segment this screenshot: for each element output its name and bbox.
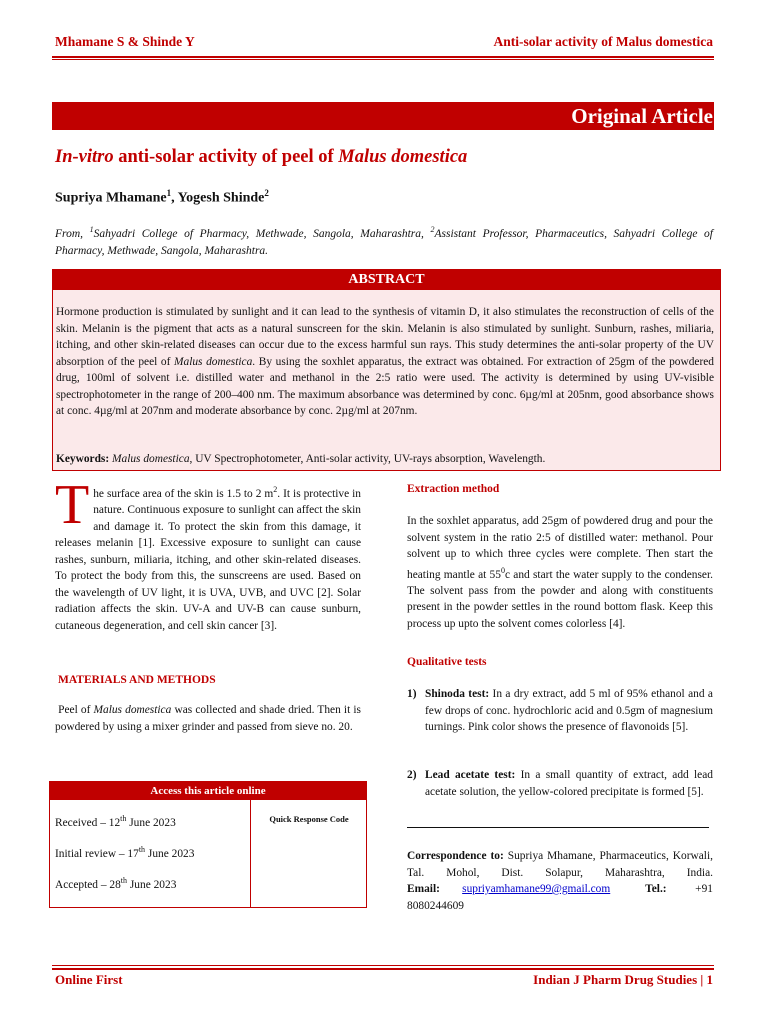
email-label: Email:	[407, 883, 440, 895]
affil-1: Sahyadri College of Pharmacy, Methwade, Sangola, Maharashtra,	[93, 227, 431, 240]
correspondence-address: Supriya Mhamane, Pharmaceutics, Korwali, Tal. Mohol, Dist. Solapur, Maharashtra, India.	[407, 850, 713, 879]
review-sup: th	[138, 845, 146, 854]
title-italic-prefix: In-vitro	[55, 147, 114, 167]
intro-text-part2: . It is protective in nature. Continuous exposure to sunlight can affect the skin and damage it. To protect the skin from this damage, it releases melanin [1]. Excessive exposure to sunlight can cause rashes, sunburn, miliaria, itching, and other skin-related diseases. To protect the body from this, the sunscreens are used. Based on the wavelength of UV light, it is UVA, UVB, and UVC [2]. Solar radiation affects the skin. UV-A and UV-B can cause sunburn, cutaneous degeneration, and cell skin cancer [3].	[55, 487, 361, 632]
test-1-text: In a dry extract, add 5 ml of 95% ethanol and a few drops of conc. hydrochloric acid and 0.5gm of magnesium turnings. Pink color shows the presence of flavonoids [5].	[425, 688, 713, 733]
footer-journal-page: Indian J Pharm Drug Studies | 1	[533, 972, 713, 987]
received-date	[55, 814, 176, 829]
affil-2: Assistant Professor, Pharmaceutics, Sahyadri College of Pharmacy, Methwade, Sangola, Maharashtra.	[55, 227, 713, 257]
keywords-list: , UV Spectrophotometer, Anti-solar activity, UV-rays absorption, Wavelength.	[189, 453, 546, 465]
affil-from: From,	[55, 227, 90, 240]
author-separator: ,	[171, 190, 178, 206]
keywords	[56, 453, 714, 465]
received-pre: Received – 12	[55, 816, 121, 829]
author-list	[55, 188, 269, 207]
footer-rule	[52, 965, 714, 966]
materials-species: Malus domestica	[93, 704, 172, 716]
header-rule	[52, 56, 714, 58]
article-type-banner: Original Article	[52, 102, 714, 130]
drop-cap: T	[55, 474, 90, 536]
test-item-1	[407, 686, 713, 736]
title-species: Malus domestica	[338, 147, 468, 167]
header-rule-secondary	[52, 59, 714, 60]
running-header	[55, 34, 713, 54]
author-1-sup: 1	[166, 188, 172, 198]
extraction-sup: 0	[500, 565, 505, 575]
test-item-2	[407, 767, 713, 800]
author-2: Yogesh Shinde	[177, 190, 265, 206]
test-2-label: Lead acetate test:	[425, 769, 516, 781]
tel-number: +91 8080244609	[407, 883, 713, 912]
footer-left: Online First	[55, 972, 123, 987]
qr-code-label: Quick Response Code	[269, 814, 349, 824]
access-article-box	[49, 781, 367, 908]
test-2-text: In a small quantity of extract, add lead acetate solution, the yellow-colored precipitate is formed [5].	[425, 769, 713, 798]
running-header-authors: Mhamane S & Shinde Y	[55, 34, 195, 49]
accepted-sup: th	[120, 876, 128, 885]
accepted-pre: Accepted – 28	[55, 878, 121, 891]
intro-sup: 2	[273, 485, 278, 494]
abstract-species: Malus domestica	[174, 355, 253, 368]
review-pre: Initial review – 17	[55, 847, 139, 860]
extraction-text	[407, 513, 713, 632]
abstract-box	[52, 269, 721, 471]
abstract-text-part2: . By using the soxhlet apparatus, the extract was obtained. For extraction of 25gm of the powdered drug, 100ml of solvent i.e. distilled water and methanol in the 2:5 ratio were used. The activity is determined by using UV-visible spectrophotometer in the range of 200–400 nm. The maximum absorbance was determined by conc. 6µg/ml at 205nm, good absorbance shows at conc. 4µg/ml at 207nm and moderate absorbance by conc. 2µg/ml at 207nm.	[56, 355, 714, 417]
abstract-heading: ABSTRACT	[53, 270, 720, 290]
correspondence-label: Correspondence to:	[407, 850, 504, 862]
running-header-title: Anti-solar activity of Malus domestica	[493, 34, 713, 49]
materials-heading: MATERIALS AND METHODS	[58, 674, 216, 686]
email-link[interactable]: supriyamhamane99@gmail.com	[462, 883, 611, 895]
materials-text-part2: was collected and shade dried. Then it is powdered by using a mixer grinder and passed from sieve no. 20.	[55, 704, 361, 733]
accepted-post: June 2023	[127, 878, 177, 891]
footnote-separator	[407, 827, 709, 828]
keywords-species: Malus domestica	[109, 453, 190, 465]
article-title	[55, 147, 467, 168]
extraction-text-part1: In the soxhlet apparatus, add 25gm of powdered drug and pour the solvent system in the ratio 2:5 of distilled water: methanol. Pour solvent up to which three cycles were complete. Then start the heating mantle at 55	[407, 515, 713, 581]
abstract-text-part1: Hormone production is stimulated by sunlight and it can lead to the synthesis of vitamin D, it also stimulates the reconstruction of cells of the skin. Melanin is the pigment that acts as a natural sunscreen for the skin. Melanin is also stimulated by sunlight. Sunburn, rashes, miliaria, itching, and other skin-related diseases can occur due to the excess harmful sun rays. This study determines the anti-solar property of the UV absorption of the peel of	[56, 306, 714, 368]
review-post: June 2023	[145, 847, 195, 860]
initial-review-date	[55, 845, 194, 860]
affiliations	[55, 221, 713, 260]
intro-text-part1: he surface area of the skin is 1.5 to 2 m	[93, 487, 274, 500]
test-2-number: 2)	[407, 769, 417, 781]
author-2-sup: 2	[264, 188, 269, 198]
abstract-text	[56, 304, 714, 420]
keywords-label: Keywords:	[56, 453, 110, 465]
title-middle: anti-solar activity of peel of	[113, 147, 339, 167]
dates-panel	[50, 800, 251, 907]
footer-rule-secondary	[52, 968, 714, 970]
author-1: Supriya Mhamane	[55, 190, 167, 206]
qualitative-heading: Qualitative tests	[407, 656, 487, 668]
received-post: June 2023	[126, 816, 176, 829]
correspondence	[407, 848, 713, 914]
affil-sup-2: 2	[430, 225, 435, 234]
accepted-date	[55, 876, 176, 891]
materials-text	[55, 702, 361, 735]
extraction-heading: Extraction method	[407, 483, 500, 495]
access-heading: Access this article online	[50, 782, 366, 800]
received-sup: th	[120, 814, 127, 823]
extraction-text-part2: c and start the water supply to the condenser. The solvent pass from the powder and along with constituents present in the powder settles in the round bottom flask. Keep this process up upto the solvent comes colorless [4].	[407, 568, 713, 630]
tel-label: Tel.:	[645, 883, 667, 895]
test-1-label: Shinoda test:	[425, 688, 490, 700]
materials-text-part1: Peel of	[58, 704, 94, 716]
affil-sup-1: 1	[89, 225, 94, 234]
test-1-number: 1)	[407, 688, 417, 700]
introduction	[55, 474, 361, 634]
page-footer	[55, 972, 713, 988]
